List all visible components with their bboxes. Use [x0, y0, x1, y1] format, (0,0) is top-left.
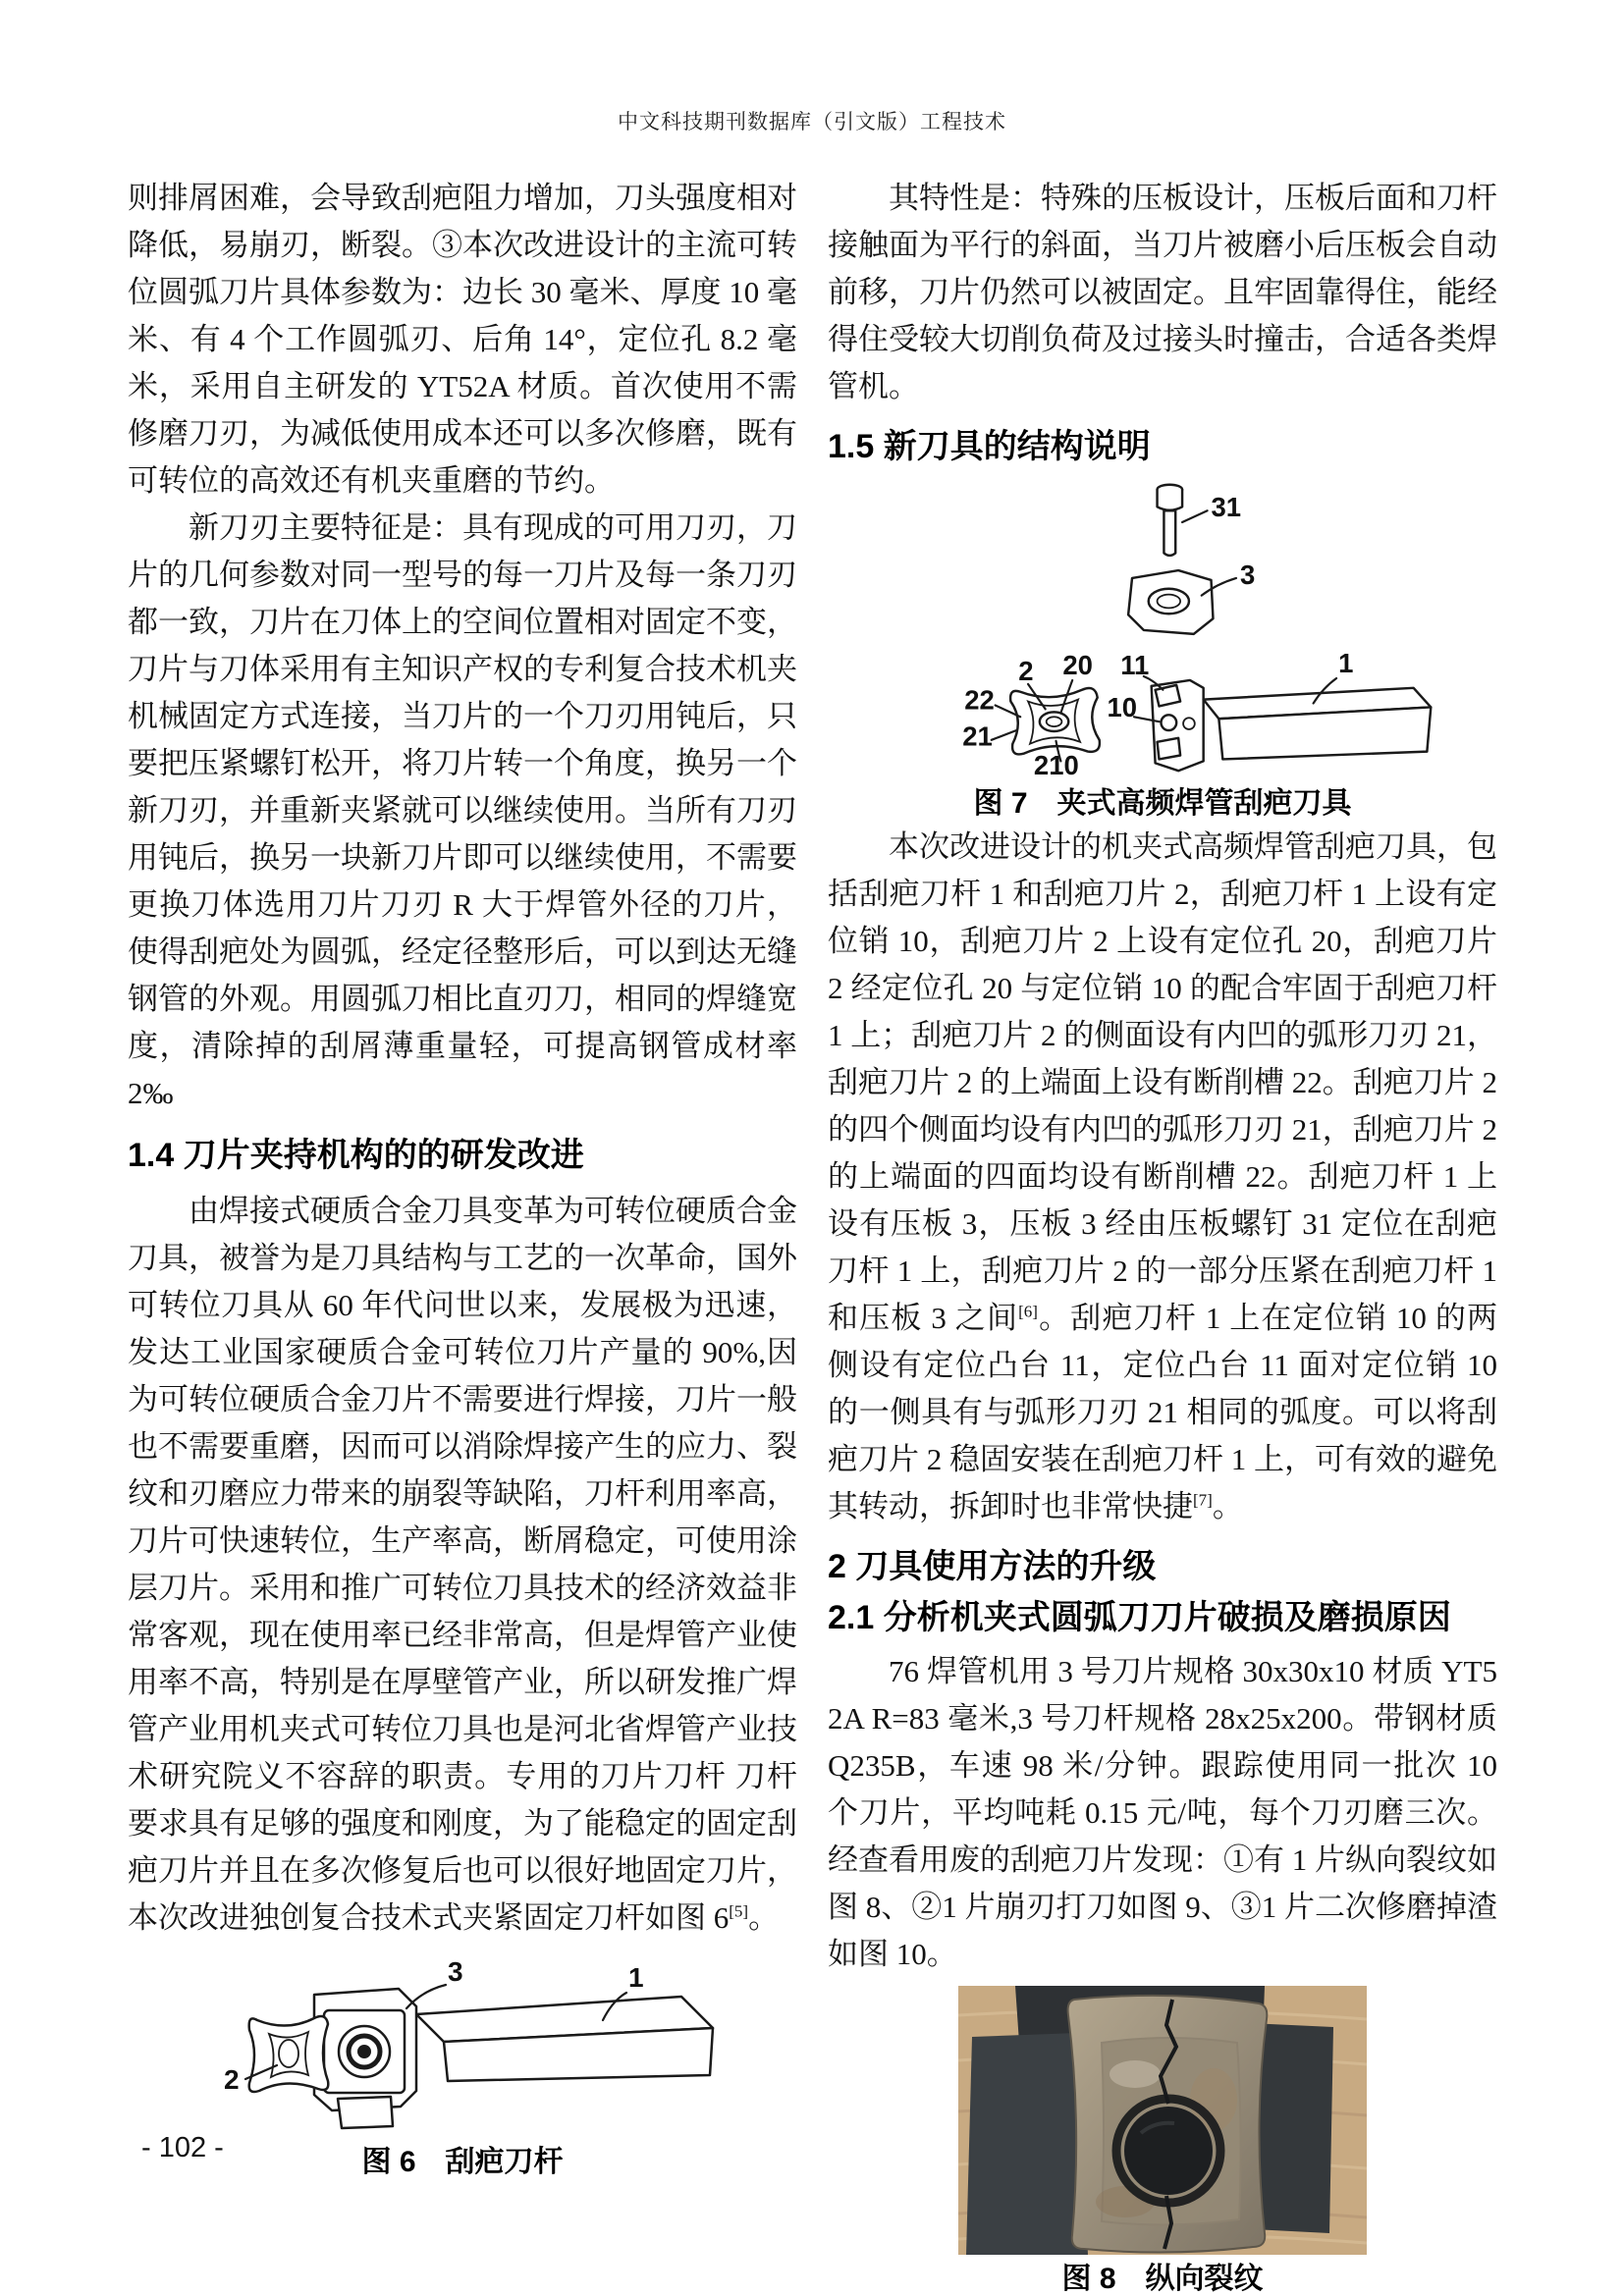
- figure-7-label-10: 10: [1107, 692, 1138, 723]
- figure-6-drawing-toolholder: [222, 1951, 732, 2138]
- paragraph-new-tool-structure: [828, 824, 1497, 1530]
- figure-6-label-3: 3: [448, 1956, 463, 1987]
- locating-pin: [1161, 715, 1176, 730]
- figure-7-label-3: 3: [1239, 559, 1256, 590]
- screw-head: [1158, 490, 1183, 510]
- figure-7-caption: 图 7 夹式高频焊管刮疤刀具: [973, 787, 1352, 820]
- figure-8: [828, 1986, 1497, 2296]
- locating-boss: [1156, 685, 1181, 707]
- paragraph-clamping-mechanism: [128, 1188, 797, 1942]
- lower-boss: [1158, 738, 1181, 760]
- citation-5: [5]: [729, 1901, 749, 1921]
- center-hole: [1124, 2107, 1213, 2195]
- clamp-plate-hole: [1149, 589, 1189, 614]
- paragraph-wear-analysis: 76 焊管机用 3 号刀片规格 30x30x10 材质 YT52A R=83 毫米,3 号刀杆规格 28x25x200。带钢材质 Q235B，车速 98 米/分钟。跟踪使用同一批次 10 个刀片，平均吨耗 0.15 元/吨，每个刀刃磨三次。经查看用废的刮疤刀片发现：①有 1 片纵向裂纹如图 8、②1 片崩刃打刀如图 9、③1 片二次修磨掉渣如图 10。: [828, 1654, 1497, 1971]
- figure-7-label-20: 20: [1062, 650, 1093, 681]
- figure-8-caption: 图 8 纵向裂纹: [1061, 2263, 1264, 2295]
- figure-7: [828, 473, 1497, 824]
- figure-7-label-22: 22: [964, 684, 995, 716]
- journal-header: 中文科技期刊数据库（引文版）工程技术: [618, 110, 1006, 133]
- leader-line: [1182, 510, 1208, 522]
- section-heading-1-4: 1.4 刀片夹持机构的的研发改进: [128, 1137, 584, 1174]
- citation-7: [7]: [1193, 1490, 1213, 1510]
- figure-7-label-2: 2: [1018, 655, 1034, 686]
- paragraph-continued: 则排屑困难，会导致刮疤阻力增加，刀头强度相对降低，易崩刃，断裂。③本次改进设计的主流可转位圆弧刀片具体参数为：边长 30 毫米、厚度 10 毫米、有 4 个工作圆弧刃、后角 14°，定位孔 8.2 毫米，采用自主研发的 YT52A 材质。首次使用不需修磨刀刃，为减低使用成本还可以多次修磨，既有可转位的高效还有机夹重磨的节约。: [128, 181, 797, 498]
- leader-line: [992, 730, 1017, 740]
- figure-6-caption: 图 6 刮疤刀杆: [361, 2146, 564, 2178]
- paragraph-text: 。刮疤刀杆 1 上在定位销 10 的两侧设有定位凸台 11，定位凸台 11 面对定位销 10 的一侧具有与弧形刀刃 21 相同的弧度。可以将刮疤刀片 2 稳固安装在刮疤刀杆 1 上，可有效的避免其转动，拆卸时也非常快捷: [828, 1301, 1498, 1523]
- figure-7-label-21: 21: [962, 721, 993, 752]
- page-number: - 102 -: [141, 2132, 224, 2163]
- figure-6-label-1: 1: [628, 1962, 644, 1993]
- figure-8-photo-cracked-insert: [958, 1986, 1367, 2255]
- section-heading-1-5: 1.5 新刀具的结构说明: [828, 428, 1151, 465]
- figure-7-drawing-exploded-view: [926, 473, 1446, 779]
- screw-center: [357, 2045, 371, 2058]
- clamp-bottom-tab: [338, 2097, 393, 2128]
- figure-6: [128, 1951, 797, 2182]
- insert-blade: [249, 2016, 329, 2092]
- paragraph-text: 本次改进设计的机夹式高频焊管刮疤刀具，包括刮疤刀杆 1 和刮疤刀片 2，刮疤刀杆 1 上设有定位销 10，刮疤刀片 2 上设有定位孔 20，刮疤刀片 2 经定位孔 20 与定位销 10 的配合牢固于刮疤刀杆 1 上；刮疤刀片 2 的侧面设有内凹的弧形刀刃 21，刮疤刀片 2 的上端面上设有断削槽 22。刮疤刀片 2 的四个侧面均设有内凹的弧形刀刃 21，刮疤刀片 2 的上端面的四面均设有断削槽 22。刮疤刀杆 1 上设有压板 3，压板 3 经由压板螺钉 31 定位在刮疤刀杆 1 上，刮疤刀片 2 的一部分压紧在刮疤刀杆 1 和压板 3 之间: [828, 829, 1497, 1335]
- section-heading-2: 2 刀具使用方法的升级: [828, 1548, 1157, 1585]
- citation-6: [6]: [1018, 1302, 1038, 1321]
- paragraph-text: 。: [748, 1900, 780, 1935]
- paragraph-clamp-plate-features: 其特性是：特殊的压板设计，压板后面和刀杆接触面为平行的斜面，当刀片被磨小后压板会自动前移，刀片仍然可以被固定。且牢固靠得住，能经得住受较大切削负荷及过接头时撞击，合适各类焊管机。: [828, 181, 1497, 403]
- left-column: [128, 175, 797, 2182]
- figure-7-label-31: 31: [1211, 492, 1242, 523]
- paragraph-new-blade-features: 新刀刃主要特征是：具有现成的可用刀刃，刀片的几何参数对同一型号的每一刀片及每一条刀刃都一致，刀片在刀体上的空间位置相对固定不变，刀片与刀体采用有主知识产权的专利复合技术机夹机械固定方式连接，当刀片的一个刀刃用钝后，只要把压紧螺钉松开，将刀片转一个角度，换另一个新刀刃，并重新夹紧就可以继续使用。当所有刀刃用钝后，换另一块新刀片即可以继续使用，不需要更换刀体选用刀片刀刃 R 大于焊管外径的刀片，使得刮疤处为圆弧，经定径整形后，可以到达无缝钢管的外观。用圆弧刀相比直刃刀，相同的焊缝宽度，清除掉的刮屑薄重量轻，可提高钢管成材率 2‰: [128, 510, 797, 1110]
- paragraph-text: 。: [1212, 1489, 1243, 1523]
- figure-7-label-210: 210: [1033, 750, 1079, 779]
- figure-7-label-11: 11: [1120, 650, 1150, 681]
- paragraph-text: 由焊接式硬质合金刀具变革为可转位硬质合金刀具，被誉为是刀具结构与工艺的一次革命，国外可转位刀具从 60 年代问世以来，发展极为迅速，发达工业国家硬质合金可转位刀片产量的 90%,因为可转位硬质合金刀片不需要进行焊接，刀片一般也不需要重磨，因而可以消除焊接产生的应力、裂纹和刃磨应力带来的崩裂等缺陷，刀杆利用率高，刀片可快速转位，生产率高，断屑稳定，可使用涂层刀片。采用和推广可转位刀具技术的经济效益非常客观，现在使用率已经非常高，但是焊管产业使用率不高，特别是在厚壁管产业，所以研发推广焊管产业用机夹式可转位刀具也是河北省焊管产业技术研究院义不容辞的职责。专用的刀片刀杆 刀杆要求具有足够的强度和刚度，为了能稳定的固定刮疤刀片并且在多次修复后也可以很好地固定刀片，本次改进独创复合技术式夹紧固定刀杆如图 6: [128, 1194, 797, 1935]
- right-column: [828, 175, 1497, 2296]
- figure-6-label-2: 2: [224, 2064, 240, 2095]
- section-heading-2-1: 2.1 分析机夹式圆弧刀刀片破损及磨损原因: [828, 1599, 1451, 1636]
- figure-7-label-1: 1: [1338, 648, 1354, 679]
- screw-shaft: [1164, 510, 1175, 556]
- metal-slab-left: [966, 2033, 1088, 2255]
- highlight: [1110, 2060, 1161, 2088]
- insert-hole: [1040, 712, 1068, 731]
